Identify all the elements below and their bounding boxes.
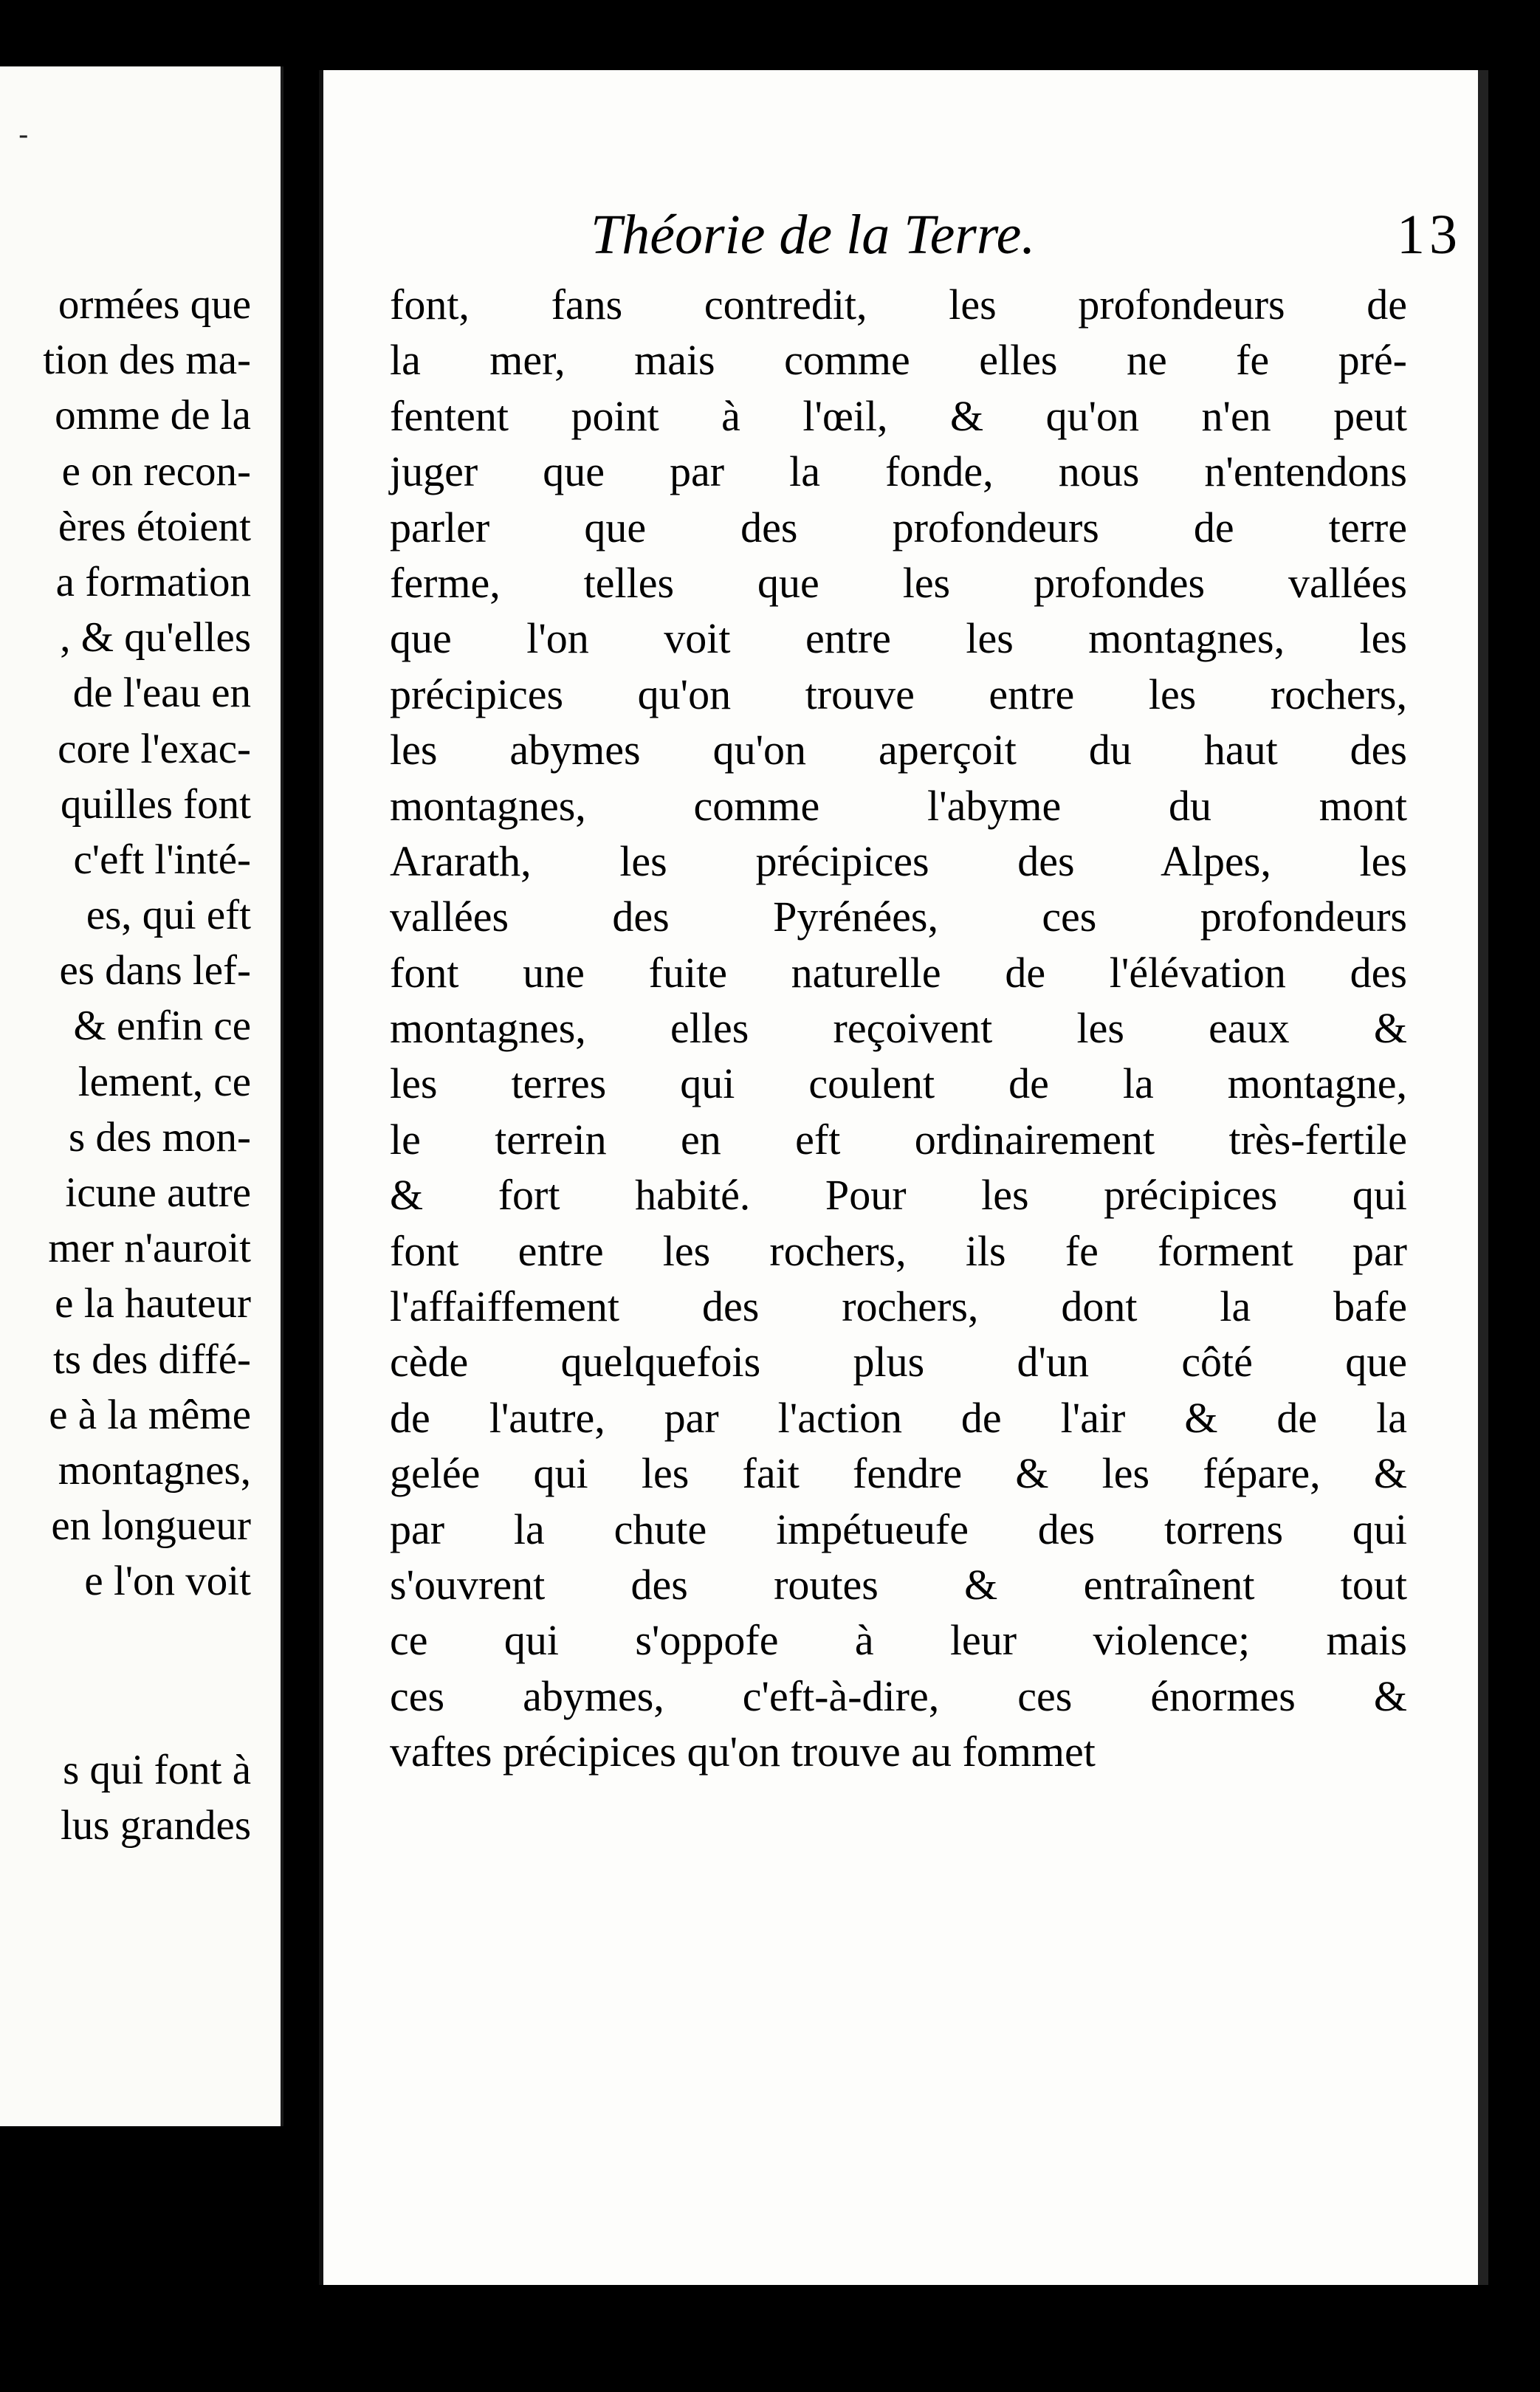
left-line: omme de la bbox=[55, 392, 251, 439]
page-number: 13 bbox=[1397, 204, 1462, 266]
left-line: e on recon- bbox=[61, 447, 251, 495]
text-line: vallées des Pyrénées, ces profondeurs bbox=[390, 893, 1407, 941]
text-line: les terres qui coulent de la montagne, bbox=[390, 1059, 1407, 1108]
left-line: ts des diffé- bbox=[52, 1336, 251, 1383]
right-page bbox=[319, 70, 1488, 2285]
text-line: montagnes, elles reçoivent les eaux & bbox=[390, 1004, 1407, 1053]
left-line: quilles font bbox=[60, 780, 251, 828]
text-line: montagnes, comme l'abyme du mont bbox=[390, 781, 1407, 830]
left-page-lower-text bbox=[0, 1742, 251, 1853]
text-line: les abymes qu'on aperçoit du haut des bbox=[390, 726, 1407, 774]
text-line: de l'autre, par l'action de l'air & de la bbox=[390, 1393, 1407, 1442]
text-line: vaftes précipices qu'on trouve au fommet bbox=[390, 1728, 1096, 1776]
text-line: & fort habité. Pour les précipices qui bbox=[390, 1171, 1407, 1220]
left-line: e l'on voit bbox=[84, 1558, 251, 1605]
left-line: tion des ma- bbox=[43, 337, 251, 384]
left-line: montagnes, bbox=[58, 1446, 251, 1494]
left-line: ormées que bbox=[58, 281, 251, 328]
left-line: lus grandes bbox=[60, 1802, 251, 1849]
left-line: es dans lef- bbox=[59, 947, 251, 994]
text-line: font une fuite naturelle de l'élévation des bbox=[390, 948, 1407, 997]
running-title: Théorie de la Terre. bbox=[591, 204, 1036, 266]
text-line: gelée qui les fait fendre & les fépare, & bbox=[390, 1449, 1407, 1498]
left-line: mer n'auroit bbox=[48, 1225, 251, 1272]
left-line: lement, ce bbox=[78, 1058, 251, 1105]
book-gutter bbox=[283, 74, 319, 2134]
left-line: a formation bbox=[55, 558, 251, 605]
text-line: fentent point à l'œil, & qu'on n'en peut bbox=[390, 391, 1407, 440]
left-line: es, qui eft bbox=[86, 892, 251, 939]
text-line: ferme, telles que les profondes vallées bbox=[390, 558, 1407, 607]
text-line: que l'on voit entre les montagnes, les bbox=[390, 614, 1407, 663]
left-page-mark: - bbox=[18, 118, 29, 152]
text-line: la mer, mais comme elles ne fe pré- bbox=[390, 336, 1407, 385]
left-line: & enfin ce bbox=[73, 1003, 251, 1050]
text-line: ces abymes, c'eft-à-dire, ces énormes & bbox=[390, 1671, 1407, 1720]
body-text bbox=[390, 277, 1407, 1780]
text-line: font entre les rochers, ils fe forment par bbox=[390, 1226, 1407, 1275]
left-line: ères étoient bbox=[58, 503, 251, 550]
text-line: Ararath, les précipices des Alpes, les bbox=[390, 836, 1407, 885]
left-facing-page bbox=[0, 66, 283, 2126]
text-line: l'affaiffement des rochers, dont la bafe bbox=[390, 1282, 1407, 1331]
left-line: icune autre bbox=[65, 1169, 251, 1216]
text-line: cède quelquefois plus d'un côté que bbox=[390, 1338, 1407, 1386]
left-line: s des mon- bbox=[69, 1113, 251, 1161]
text-line: par la chute impétueufe des torrens qui bbox=[390, 1505, 1407, 1553]
left-line: e à la même bbox=[49, 1391, 251, 1438]
text-line: juger que par la fonde, nous n'entendons bbox=[390, 447, 1407, 496]
page-edge-shadow bbox=[1478, 70, 1488, 2285]
left-line: e la hauteur bbox=[55, 1280, 251, 1327]
left-line: en longueur bbox=[51, 1502, 251, 1550]
left-line: s qui font à bbox=[63, 1747, 251, 1793]
left-line: c'eft l'inté- bbox=[73, 836, 251, 883]
left-line: , & qu'elles bbox=[60, 614, 251, 661]
text-line: parler que des profondeurs de terre bbox=[390, 503, 1407, 551]
running-head bbox=[591, 203, 1462, 269]
left-line: core l'exac- bbox=[58, 725, 251, 772]
text-line: le terrein en eft ordinairement très-fertile bbox=[390, 1115, 1407, 1164]
text-line: ce qui s'oppofe à leur violence; mais bbox=[390, 1616, 1407, 1665]
text-line: s'ouvrent des routes & entraînent tout bbox=[390, 1560, 1407, 1609]
left-line: de l'eau en bbox=[72, 670, 251, 717]
left-page-text bbox=[0, 277, 251, 1609]
text-line: précipices qu'on trouve entre les rochers, bbox=[390, 670, 1407, 718]
text-line: font, fans contredit, les profondeurs de bbox=[390, 281, 1407, 329]
